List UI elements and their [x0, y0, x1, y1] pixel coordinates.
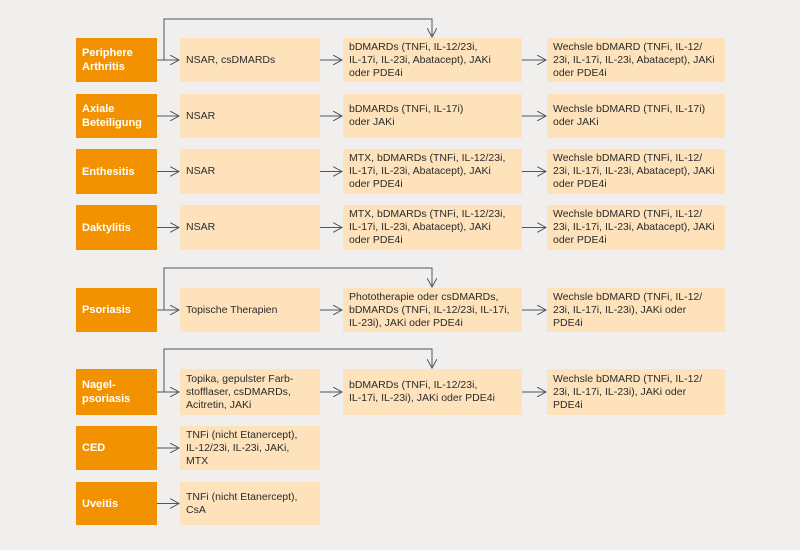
category-box-label: Axiale Beteiligung	[82, 103, 142, 129]
therapy-step-box-label: Wechsle bDMARD (TNFi, IL-12/ 23i, IL-17i, IL-23i), JAKi oder PDE4i	[553, 372, 703, 411]
category-box-label: Enthesitis	[82, 165, 135, 178]
therapy-step-box-label: Wechsle bDMARD (TNFi, IL-17i) oder JAKi	[553, 103, 706, 128]
therapy-step-box	[180, 149, 320, 194]
therapy-step-box-label: MTX, bDMARDs (TNFi, IL-12/23i, IL-17i, IL-23i, Abatacept), JAKi oder PDE4i	[349, 208, 506, 246]
category-box-label: Psoriasis	[82, 304, 131, 316]
therapy-step-box-label: TNFi (nicht Etanercept), IL-12/23i, IL-23i, JAKi, MTX	[186, 428, 298, 467]
therapy-step-box	[547, 149, 725, 194]
therapy-step-box-label: Phototherapie oder csDMARDs, bDMARDs (TNFi, IL-12/23i, IL-17i, IL-23i), JAKi oder PDE4i	[349, 290, 510, 329]
category-box	[76, 94, 157, 138]
therapy-step-box-label: Wechsle bDMARD (TNFi, IL-12/ 23i, IL-17i, IL-23i, Abatacept), JAKi oder PDE4i	[553, 208, 715, 246]
therapy-step-box	[180, 38, 320, 82]
therapy-step-box-label: Wechsle bDMARD (TNFi, IL-12/ 23i, IL-17i, IL-23i, Abatacept), JAKi oder PDE4i	[553, 152, 715, 190]
therapy-step-box-label: NSAR, csDMARDs	[186, 53, 276, 66]
therapy-step-box	[547, 94, 725, 138]
category-box-label: CED	[82, 442, 106, 454]
therapy-step-box-label: NSAR	[186, 221, 216, 233]
category-box-label: Uveitis	[82, 497, 119, 510]
therapy-step-box-label: Wechsle bDMARD (TNFi, IL-12/ 23i, IL-17i, IL-23i, Abatacept), JAKi oder PDE4i	[553, 40, 715, 79]
category-box	[76, 288, 157, 332]
category-box	[76, 205, 157, 250]
therapy-step-box	[343, 149, 522, 194]
category-box-label: Periphere Arthritis	[82, 47, 133, 73]
therapy-step-box	[343, 205, 522, 250]
therapy-step-box	[180, 288, 320, 332]
therapy-step-box	[547, 288, 725, 332]
therapy-step-box-label: Topische Therapien	[186, 303, 278, 316]
therapy-step-box	[343, 94, 522, 138]
therapy-step-box-label: bDMARDs (TNFi, IL-12/23i, IL-17i, IL-23i), JAKi oder PDE4i	[349, 379, 495, 404]
therapy-step-box-label: bDMARDs (TNFi, IL-17i) oder JAKi	[349, 103, 464, 128]
therapy-step-box-label: NSAR	[186, 165, 216, 177]
therapy-step-box-label: Wechsle bDMARD (TNFi, IL-12/ 23i, IL-17i, IL-23i), JAKi oder PDE4i	[553, 290, 703, 329]
therapy-step-box	[547, 369, 725, 415]
therapy-step-box	[180, 94, 320, 138]
therapy-step-box-label: NSAR	[186, 109, 216, 122]
therapy-step-box	[180, 426, 320, 470]
therapy-step-box	[343, 369, 522, 415]
therapy-step-box-label: bDMARDs (TNFi, IL-12/23i, IL-17i, IL-23i, Abatacept), JAKi oder PDE4i	[349, 40, 491, 79]
therapy-step-box	[180, 482, 320, 525]
therapy-step-box	[547, 38, 725, 82]
category-box	[76, 482, 157, 525]
therapy-step-box	[343, 288, 522, 332]
category-box	[76, 369, 157, 415]
therapy-step-box-label: TNFi (nicht Etanercept), CsA	[186, 490, 298, 516]
therapy-step-box	[180, 369, 320, 415]
category-box	[76, 149, 157, 194]
category-box	[76, 426, 157, 470]
therapy-step-box	[343, 38, 522, 82]
category-box-label: Daktylitis	[82, 221, 131, 234]
therapy-step-box	[547, 205, 725, 250]
therapy-step-box-label: Topika, gepulster Farb- stofflaser, csDMARDs, Acitretin, JAKi	[186, 372, 294, 411]
therapy-step-box	[180, 205, 320, 250]
category-box	[76, 38, 157, 82]
category-box-label: Nagel- psoriasis	[82, 379, 131, 405]
therapy-step-box-label: MTX, bDMARDs (TNFi, IL-12/23i, IL-17i, IL-23i, Abatacept), JAKi oder PDE4i	[349, 152, 506, 190]
